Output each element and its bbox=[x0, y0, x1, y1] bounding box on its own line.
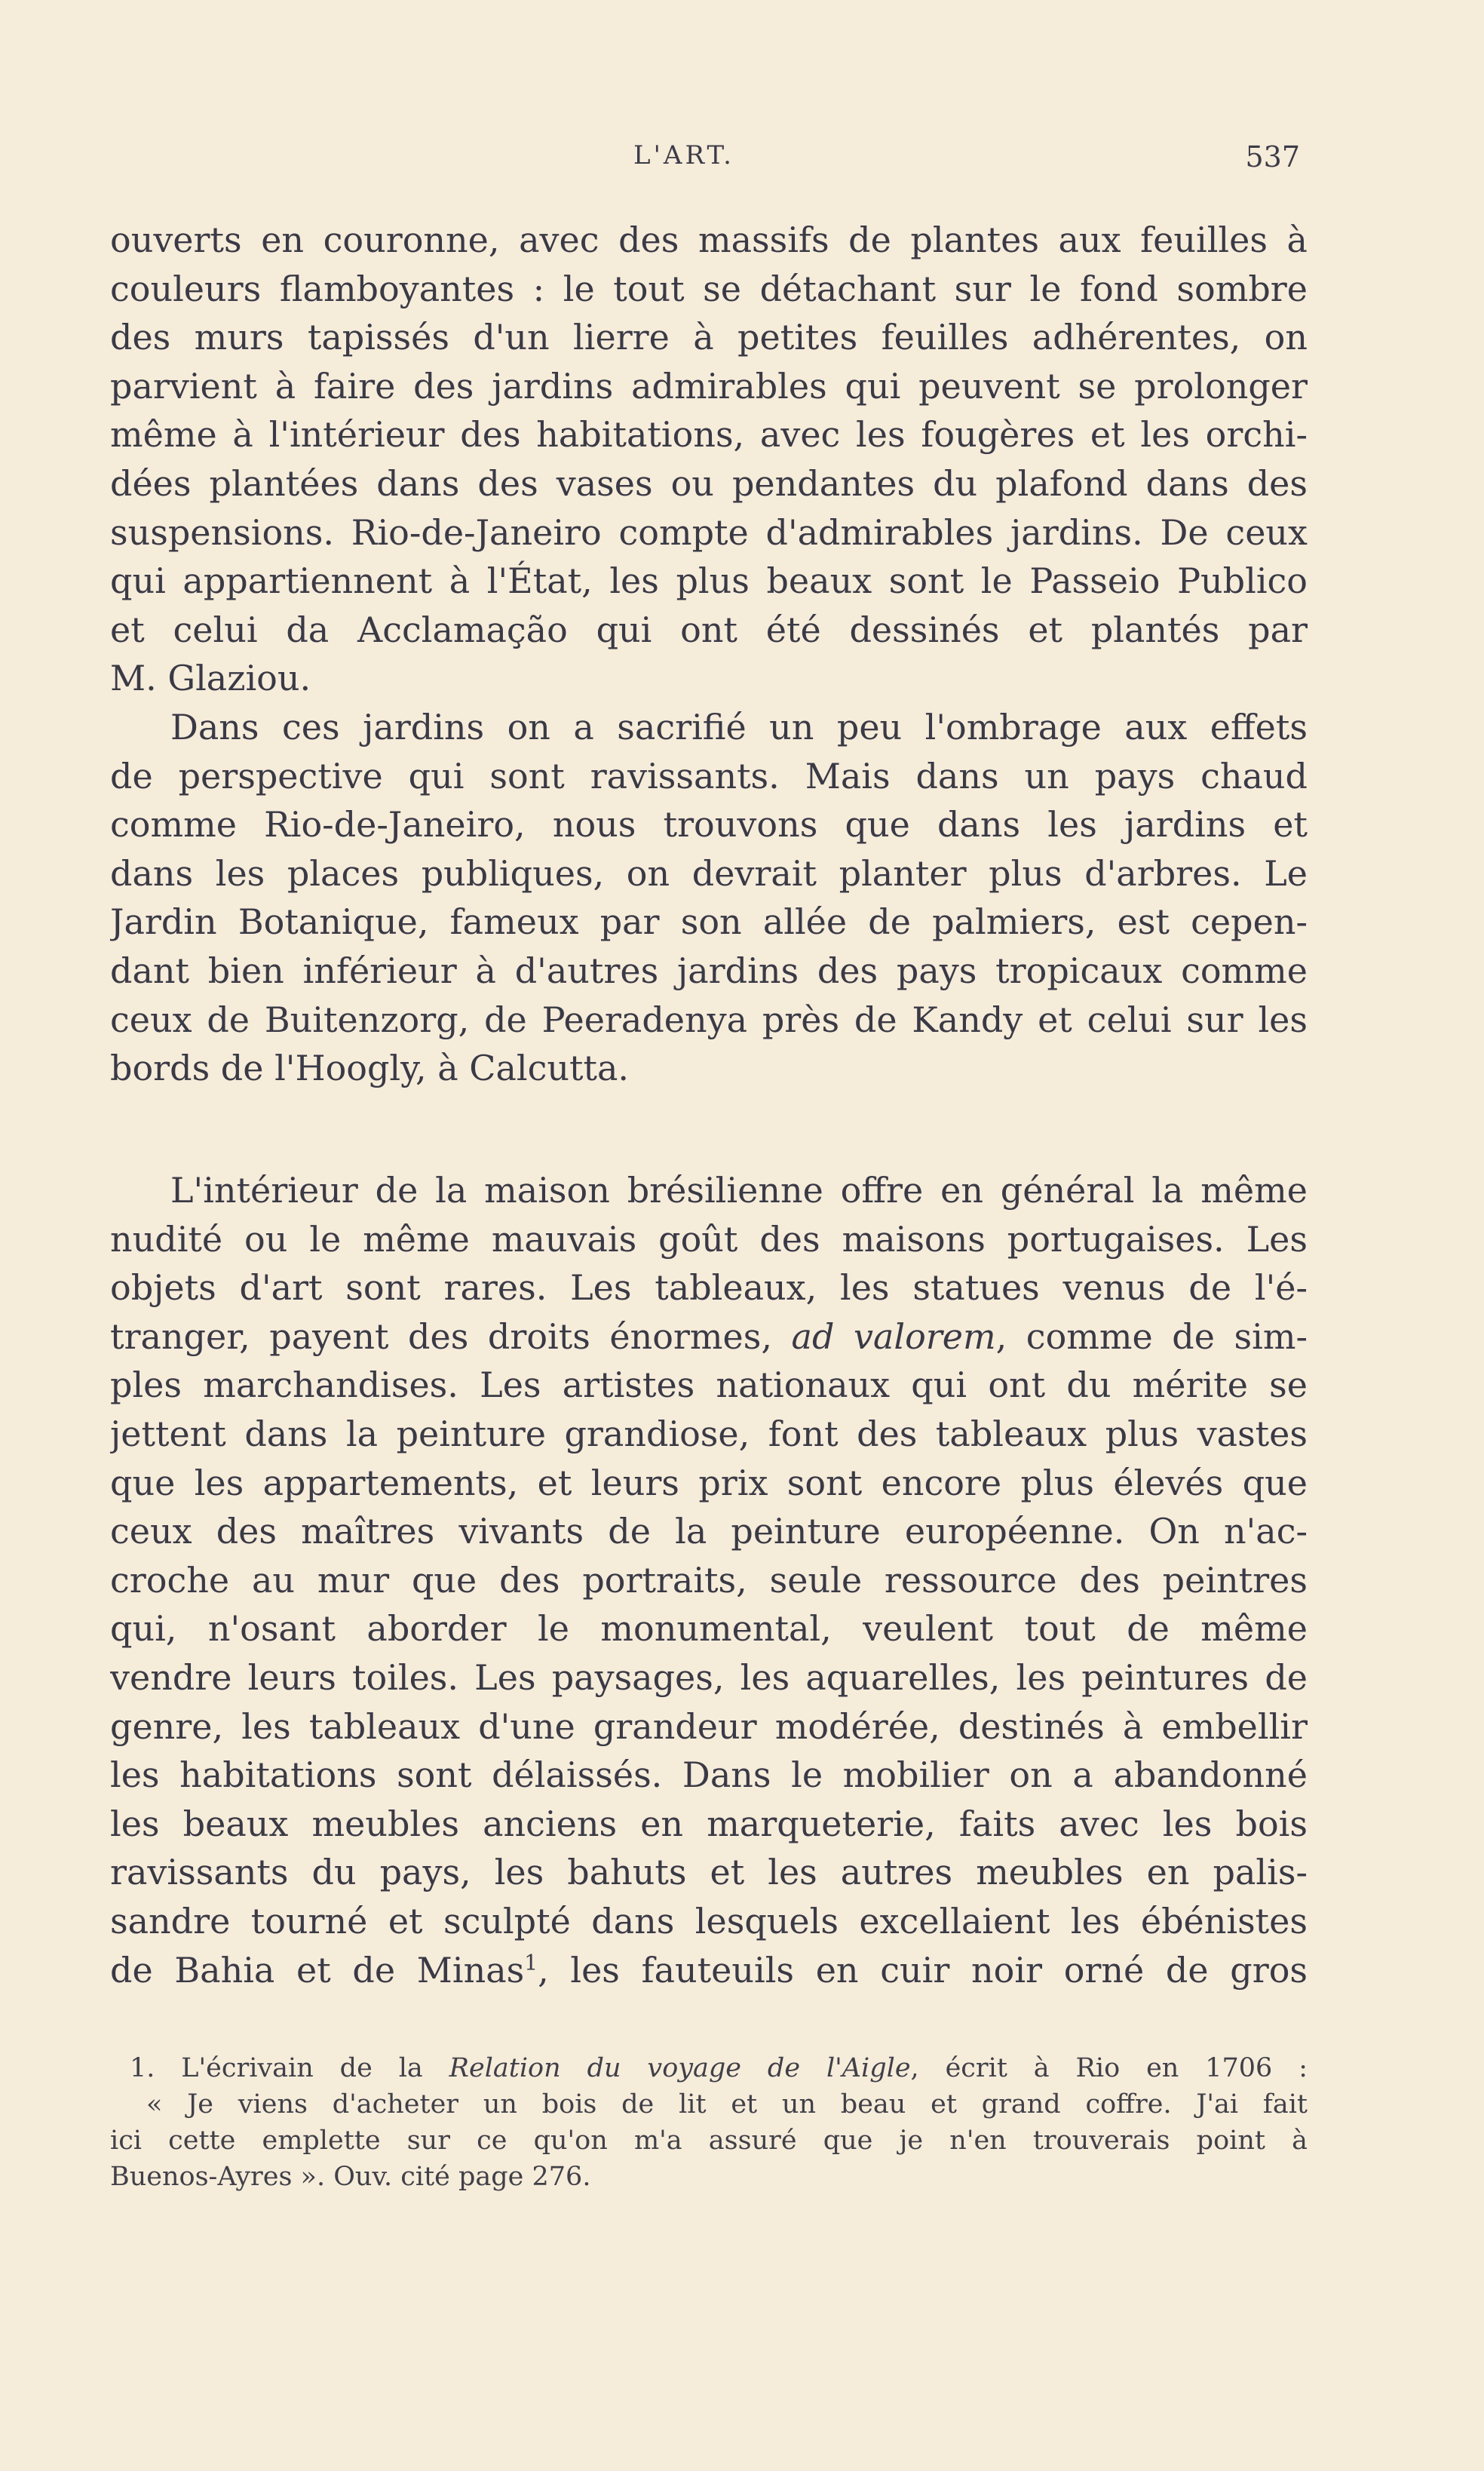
page-number: 537 bbox=[1245, 140, 1300, 173]
text-line: genre, les tableaux d'une grandeur modérée, destinés à embellir bbox=[110, 1705, 1308, 1747]
text-line: même à l'intérieur des habitations, avec les fougères et les orchi- bbox=[110, 414, 1308, 456]
paragraph-interior bbox=[110, 1166, 1308, 1994]
text-line: qui appartiennent à l'État, les plus beaux sont le Passeio Publico bbox=[110, 560, 1308, 602]
running-head: L'ART. bbox=[633, 140, 734, 170]
text-line: qui, n'osant aborder le monumental, veulent tout de même bbox=[110, 1608, 1308, 1650]
text-line: ceux de Buitenzorg, de Peeradenya près de Kandy et celui sur les bbox=[110, 999, 1308, 1040]
text-run: , écrit à Rio en 1706 : bbox=[910, 2053, 1308, 2083]
paragraph-perspective bbox=[110, 703, 1308, 1093]
text-line: M. Glaziou. bbox=[110, 658, 311, 699]
text-line: ples marchandises. Les artistes nationaux qui ont du mérite se bbox=[110, 1364, 1308, 1406]
text-line bbox=[110, 1946, 1308, 1995]
text-line: que les appartements, et leurs prix sont encore plus élevés que bbox=[110, 1462, 1308, 1503]
text-run: de Bahia et de Minas bbox=[110, 1949, 525, 1991]
paragraph-gardens bbox=[110, 216, 1308, 703]
text-line: et celui da Acclamação qui ont été dessinés et plantés par bbox=[110, 609, 1308, 650]
italic-title: Relation du voyage de l'Aigle bbox=[449, 2053, 911, 2083]
footnote-line: « Je viens d'acheter un bois de lit et un beau et grand coffre. J'ai fait bbox=[146, 2089, 1308, 2120]
footnote bbox=[110, 2050, 1308, 2195]
text-line: les beaux meubles anciens en marqueterie, faits avec les bois bbox=[110, 1803, 1308, 1844]
text-run: , comme de sim- bbox=[995, 1315, 1308, 1357]
text-run: , les fauteuils en cuir noir orné de gros bbox=[538, 1949, 1308, 1991]
text-line: bords de l'Hoogly, à Calcutta. bbox=[110, 1048, 630, 1089]
text-line: des murs tapissés d'un lierre à petites feuilles adhérentes, on bbox=[110, 317, 1308, 358]
text-line: de perspective qui sont ravissants. Mais dans un pays chaud bbox=[110, 755, 1308, 797]
text-line: croche au mur que des portraits, seule ressource des peintres bbox=[110, 1559, 1308, 1601]
text-line: suspensions. Rio-de-Janeiro compte d'admirables jardins. De ceux bbox=[110, 511, 1308, 553]
text-line: les habitations sont délaissés. Dans le mobilier on a abandonné bbox=[110, 1754, 1308, 1796]
text-run: 1. L'écrivain de la bbox=[130, 2053, 449, 2083]
footnote-line: ici cette emplette sur ce qu'on m'a assuré que je n'en trouverais point à bbox=[110, 2126, 1308, 2156]
text-line: dant bien inférieur à d'autres jardins des pays tropicaux comme bbox=[110, 950, 1308, 991]
text-line bbox=[110, 1312, 1308, 1361]
text-line: nudité ou le même mauvais goût des maisons portugaises. Les bbox=[110, 1218, 1308, 1260]
italic-phrase: ad valorem bbox=[791, 1315, 996, 1357]
text-line: comme Rio-de-Janeiro, nous trouvons que dans les jardins et bbox=[110, 804, 1308, 846]
text-run: tranger, payent des droits énormes, bbox=[110, 1315, 792, 1357]
text-line: ravissants du pays, les bahuts et les autres meubles en palis- bbox=[110, 1852, 1308, 1893]
text-line: objets d'art sont rares. Les tableaux, les statues venus de l'é- bbox=[110, 1267, 1308, 1309]
text-line: dées plantées dans des vases ou pendantes du plafond dans des bbox=[110, 462, 1308, 504]
text-block-top bbox=[110, 216, 1308, 1093]
text-line: parvient à faire des jardins admirables qui peuvent se prolonger bbox=[110, 365, 1308, 407]
text-line: L'intérieur de la maison brésilienne offre en général la même bbox=[170, 1170, 1308, 1211]
text-line: vendre leurs toiles. Les paysages, les aquarelles, les peintures de bbox=[110, 1656, 1308, 1698]
text-line: Jardin Botanique, fameux par son allée de palmiers, est cepen- bbox=[110, 901, 1308, 943]
text-line: Dans ces jardins on a sacrifié un peu l'ombrage aux effets bbox=[170, 706, 1308, 747]
footnote-line: Buenos-Ayres ». Ouv. cité page 276. bbox=[110, 2162, 591, 2192]
text-line: ceux des maîtres vivants de la peinture européenne. On n'ac- bbox=[110, 1511, 1308, 1552]
footnote-marker: 1 bbox=[524, 1950, 538, 1975]
footnote-line bbox=[110, 2050, 1308, 2086]
text-line: jettent dans la peinture grandiose, font des tableaux plus vastes bbox=[110, 1413, 1308, 1454]
text-line: couleurs flamboyantes : le tout se détachant sur le fond sombre bbox=[110, 268, 1308, 309]
text-line: dans les places publiques, on devrait planter plus d'arbres. Le bbox=[110, 852, 1308, 894]
text-line: sandre tourné et sculpté dans lesquels excellaient les ébénistes bbox=[110, 1900, 1308, 1942]
text-line: ouverts en couronne, avec des massifs de plantes aux feuilles à bbox=[110, 219, 1308, 260]
